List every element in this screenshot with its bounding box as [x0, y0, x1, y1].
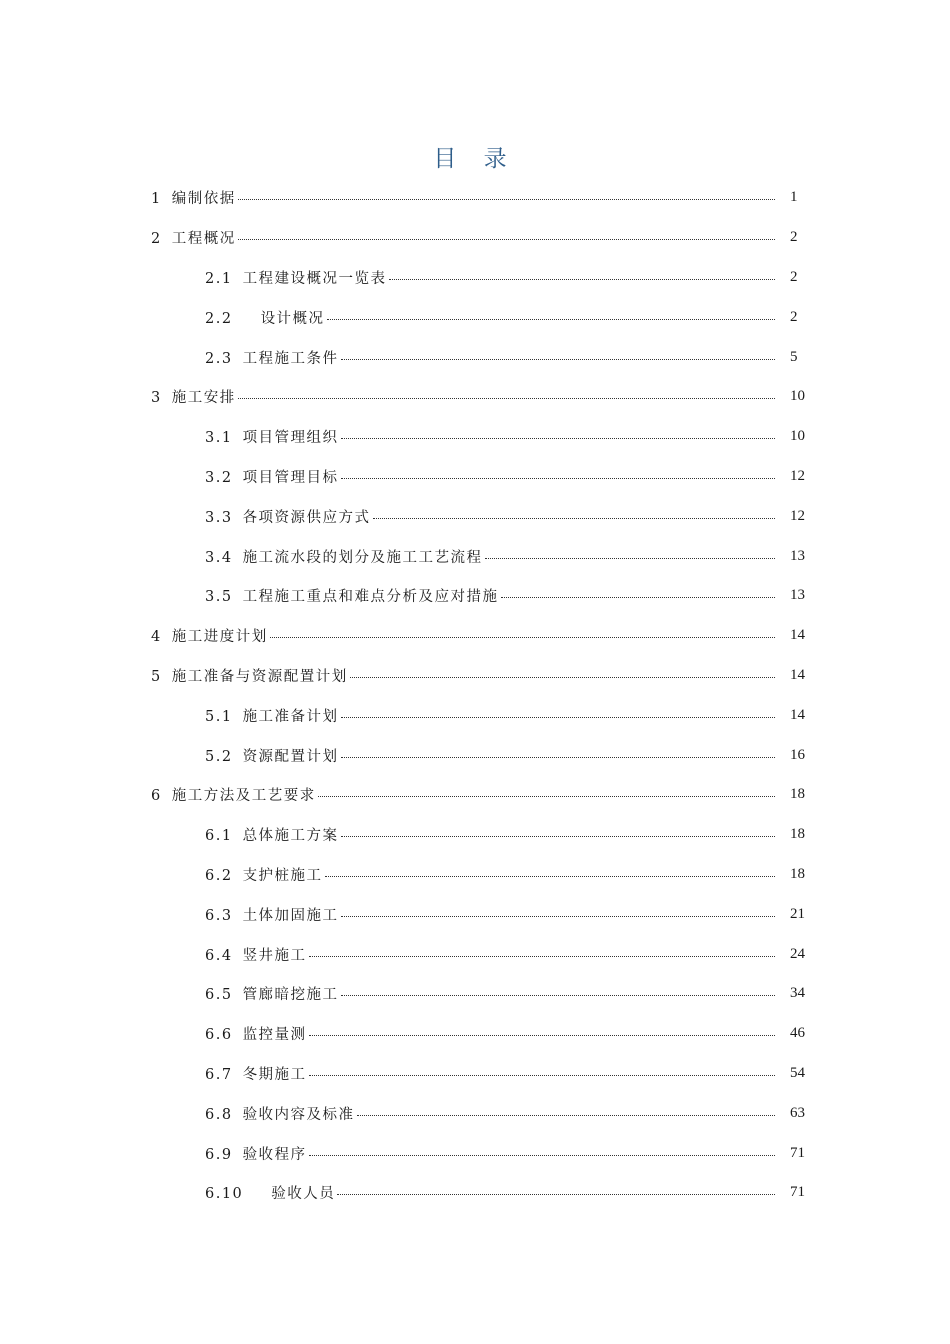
toc-entry-text — [205, 705, 775, 726]
toc-entry[interactable] — [0, 616, 950, 656]
toc-entry-number: 3.2 — [205, 469, 233, 486]
toc-entry-page-number: 2 — [790, 229, 798, 246]
toc-entry-page-number: 13 — [790, 587, 805, 604]
toc-entry-label: 施工进度计划 — [171, 629, 268, 646]
toc-entry-label: 施工准备计划 — [242, 708, 339, 725]
toc-entry[interactable] — [0, 576, 950, 616]
toc-dot-leader — [318, 796, 775, 797]
toc-entry-page-number: 14 — [790, 627, 805, 644]
toc-entry-text — [151, 187, 775, 208]
toc-entry-number: 6.8 — [205, 1106, 233, 1123]
toc-dot-leader — [309, 956, 775, 957]
toc-entry-page-number: 63 — [790, 1104, 805, 1121]
toc-entry[interactable] — [0, 377, 950, 417]
toc-dot-leader — [501, 597, 775, 598]
toc-entry-page-number: 18 — [790, 865, 805, 882]
toc-entry-label: 施工方法及工艺要求 — [171, 788, 316, 805]
toc-entry[interactable] — [0, 855, 950, 895]
toc-entry-text — [205, 506, 775, 527]
toc-entry-number: 3 — [151, 390, 162, 407]
toc-entry-label: 总体施工方案 — [242, 828, 339, 845]
toc-entry-text — [205, 864, 775, 885]
toc-entry-label: 土体加固施工 — [242, 907, 339, 924]
toc-dot-leader — [341, 359, 775, 360]
toc-entry-label: 设计概况 — [260, 310, 325, 327]
toc-entry-number: 5.1 — [205, 708, 233, 725]
toc-entry-page-number: 16 — [790, 746, 805, 763]
toc-entry-label: 资源配置计划 — [242, 748, 339, 765]
toc-entry-number: 2.2 — [205, 310, 233, 327]
toc-dot-leader — [373, 518, 775, 519]
toc-dot-leader — [485, 558, 775, 559]
toc-entry-number: 2.3 — [205, 350, 233, 367]
toc-entry-label: 管廊暗挖施工 — [242, 987, 339, 1004]
toc-entry-number: 6 — [151, 788, 162, 805]
toc-entry-number: 2.1 — [205, 270, 233, 287]
toc-entry[interactable] — [0, 695, 950, 735]
toc-entry-label: 各项资源供应方式 — [242, 509, 371, 526]
toc-entry-text — [205, 1023, 775, 1044]
toc-entry-label: 工程概况 — [171, 231, 236, 248]
toc-entry[interactable] — [0, 934, 950, 974]
toc-entry-page-number: 71 — [790, 1184, 805, 1201]
toc-entry[interactable] — [0, 1173, 950, 1213]
toc-entry-number: 6.6 — [205, 1027, 233, 1044]
toc-entry-text — [205, 546, 775, 567]
toc-dot-leader — [270, 637, 775, 638]
toc-entry-text — [205, 1103, 775, 1124]
toc-entry-page-number: 2 — [790, 268, 798, 285]
toc-dot-leader — [309, 1075, 775, 1076]
toc-dot-leader — [341, 836, 775, 837]
toc-entry-number: 3.1 — [205, 430, 233, 447]
toc-entry[interactable] — [0, 974, 950, 1014]
toc-dot-leader — [337, 1194, 775, 1195]
toc-entry-label: 施工流水段的划分及施工工艺流程 — [242, 549, 483, 566]
toc-entry-label: 冬期施工 — [242, 1066, 307, 1083]
toc-entry-text — [151, 227, 775, 248]
toc-entry-number: 6.1 — [205, 828, 233, 845]
toc-entry[interactable] — [0, 1133, 950, 1173]
toc-entry-number: 4 — [151, 629, 162, 646]
toc-entry[interactable] — [0, 775, 950, 815]
toc-entry-label: 监控量测 — [242, 1027, 307, 1044]
toc-entry-text — [205, 904, 775, 925]
toc-entry-label: 工程施工重点和难点分析及应对措施 — [242, 589, 499, 606]
toc-entry-number: 6.5 — [205, 987, 233, 1004]
toc-dot-leader — [341, 995, 775, 996]
toc-entry-label: 项目管理组织 — [242, 430, 339, 447]
toc-entry-page-number: 10 — [790, 428, 805, 445]
toc-entry-label: 项目管理目标 — [242, 469, 339, 486]
toc-entry[interactable] — [0, 1054, 950, 1094]
toc-entry-page-number: 18 — [790, 826, 805, 843]
toc-entry-page-number: 14 — [790, 666, 805, 683]
toc-entry-number: 5.2 — [205, 748, 233, 765]
toc-entry-page-number: 24 — [790, 945, 805, 962]
toc-dot-leader — [341, 478, 775, 479]
toc-dot-leader — [238, 239, 775, 240]
toc-entry[interactable] — [0, 417, 950, 457]
toc-entry-text — [205, 267, 775, 288]
toc-entry-page-number: 13 — [790, 547, 805, 564]
toc-entry-text — [205, 944, 775, 965]
toc-entry-text — [205, 745, 775, 766]
toc-entry-page-number: 46 — [790, 1025, 805, 1042]
toc-dot-leader — [341, 438, 775, 439]
toc-entry-number: 6.9 — [205, 1146, 233, 1163]
toc-entry-label: 工程施工条件 — [242, 350, 339, 367]
toc-entry-text — [151, 625, 775, 646]
toc-entry[interactable] — [0, 656, 950, 696]
toc-entry-text — [205, 1143, 775, 1164]
toc-entry-page-number: 10 — [790, 388, 805, 405]
toc-entry-page-number: 12 — [790, 507, 805, 524]
toc-entry[interactable] — [0, 1093, 950, 1133]
toc-entry[interactable] — [0, 735, 950, 775]
toc-entry-page-number: 34 — [790, 985, 805, 1002]
toc-entry-text — [205, 824, 775, 845]
toc-entry-label: 支护桩施工 — [242, 867, 323, 884]
toc-entry-text — [151, 386, 775, 407]
toc-entry-page-number: 14 — [790, 706, 805, 723]
toc-dot-leader — [341, 757, 775, 758]
toc-entry-text — [205, 1063, 775, 1084]
toc-entry-page-number: 2 — [790, 308, 798, 325]
toc-entry[interactable] — [0, 178, 950, 218]
toc-entry-page-number: 5 — [790, 348, 798, 365]
toc-entry-label: 工程建设概况一览表 — [242, 270, 387, 287]
toc-entry[interactable] — [0, 894, 950, 934]
toc-entry-label: 施工准备与资源配置计划 — [171, 668, 348, 685]
toc-entry-text — [205, 347, 775, 368]
toc-entry-number: 6.3 — [205, 907, 233, 924]
toc-entry-page-number: 71 — [790, 1144, 805, 1161]
toc-entry-number: 3.5 — [205, 589, 233, 606]
toc-entry-text — [151, 784, 775, 805]
toc-dot-leader — [309, 1035, 775, 1036]
toc-dot-leader — [325, 876, 775, 877]
toc-entry[interactable] — [0, 297, 950, 337]
toc-entry-text — [205, 585, 775, 606]
toc-entry-text — [205, 426, 775, 447]
toc-entry-number: 6.7 — [205, 1066, 233, 1083]
toc-entry-label: 竖井施工 — [242, 947, 307, 964]
toc-entry-text — [151, 665, 775, 686]
toc-entry-label: 编制依据 — [171, 191, 236, 208]
toc-entry-text — [205, 1182, 775, 1203]
toc-entry-text — [205, 983, 775, 1004]
toc-entry-label: 验收人员 — [271, 1186, 336, 1203]
toc-entry-text — [205, 307, 775, 328]
toc-entry[interactable] — [0, 1014, 950, 1054]
toc-list — [0, 178, 950, 1213]
toc-dot-leader — [357, 1115, 775, 1116]
toc-dot-leader — [327, 319, 775, 320]
toc-entry[interactable] — [0, 815, 950, 855]
toc-dot-leader — [238, 398, 775, 399]
toc-entry-number: 3.3 — [205, 509, 233, 526]
toc-entry-page-number: 21 — [790, 905, 805, 922]
toc-entry-number: 2 — [151, 231, 162, 248]
toc-entry-page-number: 54 — [790, 1064, 805, 1081]
toc-entry-number: 3.4 — [205, 549, 233, 566]
toc-entry-text — [205, 466, 775, 487]
toc-entry[interactable] — [0, 536, 950, 576]
page-title: 目 录 — [433, 146, 517, 172]
toc-entry[interactable] — [0, 496, 950, 536]
toc-entry-number: 5 — [151, 668, 162, 685]
toc-entry[interactable] — [0, 337, 950, 377]
toc-entry[interactable] — [0, 258, 950, 298]
toc-entry-number: 6.2 — [205, 867, 233, 884]
toc-entry[interactable] — [0, 457, 950, 497]
toc-dot-leader — [389, 279, 775, 280]
toc-dot-leader — [350, 677, 775, 678]
toc-entry-page-number: 1 — [790, 189, 798, 206]
toc-entry-label: 施工安排 — [171, 390, 236, 407]
toc-entry-label: 验收内容及标准 — [242, 1106, 355, 1123]
toc-dot-leader — [341, 717, 775, 718]
toc-dot-leader — [238, 199, 775, 200]
toc-entry-label: 验收程序 — [242, 1146, 307, 1163]
toc-entry-number: 6.4 — [205, 947, 233, 964]
toc-entry-page-number: 12 — [790, 467, 805, 484]
toc-entry-page-number: 18 — [790, 786, 805, 803]
toc-entry-number: 1 — [151, 191, 162, 208]
toc-entry-number: 6.10 — [205, 1186, 244, 1203]
toc-entry[interactable] — [0, 218, 950, 258]
toc-dot-leader — [309, 1155, 775, 1156]
toc-dot-leader — [341, 916, 775, 917]
